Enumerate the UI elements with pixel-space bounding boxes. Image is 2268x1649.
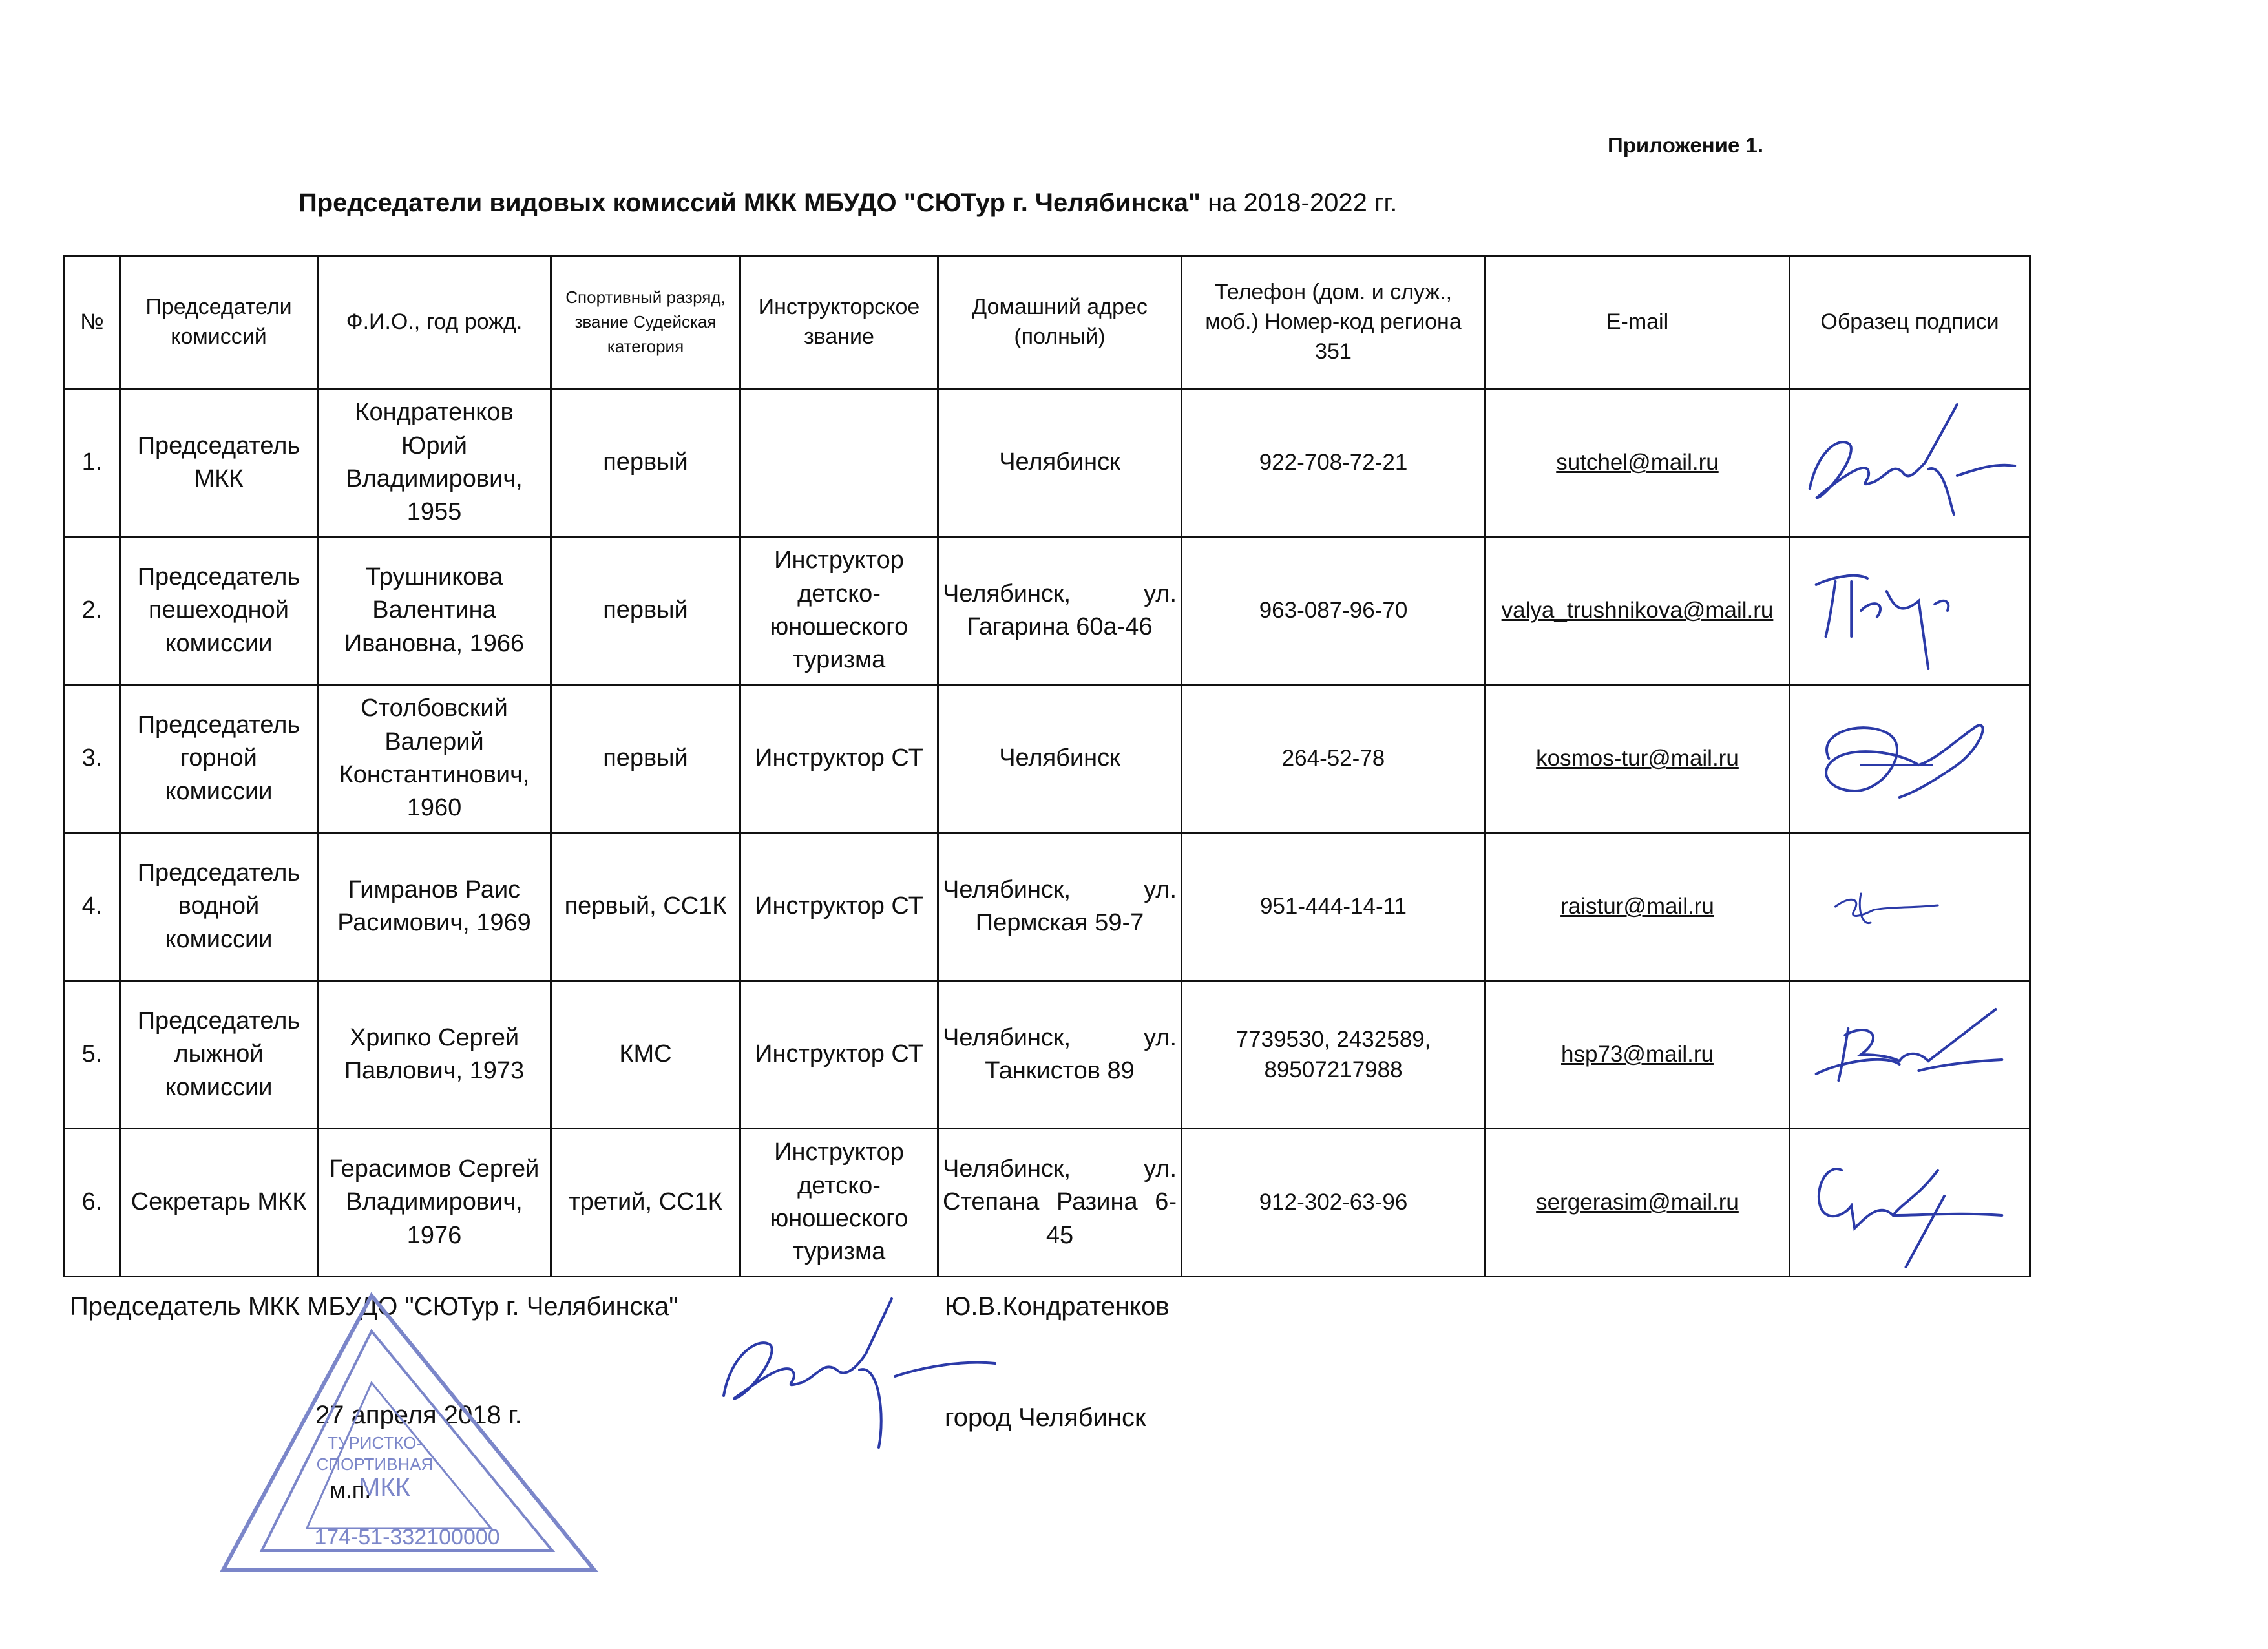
signature-image [1790, 540, 2029, 682]
row-email-link[interactable]: hsp73@mail.ru [1561, 1042, 1714, 1067]
row-num: 3. [65, 685, 120, 833]
document-title [299, 189, 1397, 218]
row-instructor: Инструктор СТ [740, 833, 938, 981]
row-phone: 951-444-14-11 [1182, 833, 1486, 981]
row-phone: 912-302-63-96 [1182, 1129, 1486, 1277]
row-num: 2. [65, 537, 120, 685]
signature-image [1790, 688, 2029, 830]
row-signature [1790, 833, 2030, 981]
row-email-link[interactable]: kosmos-tur@mail.ru [1536, 746, 1739, 772]
mp-label: м.п. [330, 1476, 372, 1503]
row-position: Председатель МКК [120, 389, 318, 537]
row-instructor: Инструктор СТ [740, 981, 938, 1129]
signature-image [1790, 983, 2029, 1126]
row-num: 4. [65, 833, 120, 981]
row-fio: Хрипко Сергей Павлович, 1973 [318, 981, 551, 1129]
chair-name: Ю.В.Кондратенков [945, 1292, 1170, 1321]
row-instructor: Инструктор детско-юношеского туризма [740, 1129, 938, 1277]
row-rank: первый, СС1К [551, 833, 740, 981]
title-bold: Председатели видовых комиссий МКК МБУДО "СЮТур г. Челябинска" [299, 189, 1201, 217]
chair-label: Председатель МКК МБУДО "СЮТур г. Челябинска" [70, 1292, 678, 1321]
commission-table [63, 255, 2031, 1277]
row-address: Челябинск, ул. Танкистов 89 [938, 981, 1182, 1129]
row-position: Председатель водной комиссии [120, 833, 318, 981]
row-signature [1790, 685, 2030, 833]
row-num: 5. [65, 981, 120, 1129]
header-signature: Образец подписи [1790, 257, 2030, 389]
table-row [65, 537, 2030, 685]
stamp-code: 174-51-332100000 [314, 1525, 500, 1549]
row-position: Секретарь МКК [120, 1129, 318, 1277]
row-email-cell [1486, 833, 1790, 981]
stamp-line2: СПОРТИВНАЯ [316, 1455, 434, 1474]
row-address: Челябинск, ул. Степана Разина 6-45 [938, 1129, 1182, 1277]
header-position: Председатели комиссий [120, 257, 318, 389]
row-signature [1790, 389, 2030, 537]
table-row [65, 685, 2030, 833]
row-signature [1790, 1129, 2030, 1277]
row-fio: Кондратенков Юрий Владимирович, 1955 [318, 389, 551, 537]
chair-signature [704, 1286, 1002, 1460]
table-row [65, 833, 2030, 981]
row-address: Челябинск [938, 389, 1182, 537]
row-phone: 7739530, 2432589, 89507217988 [1182, 981, 1486, 1129]
row-email-cell [1486, 981, 1790, 1129]
row-position: Председатель лыжной комиссии [120, 981, 318, 1129]
row-signature [1790, 981, 2030, 1129]
row-num: 6. [65, 1129, 120, 1277]
row-fio: Столбовский Валерий Константинович, 1960 [318, 685, 551, 833]
row-num: 1. [65, 389, 120, 537]
row-address: Челябинск, ул. Пермская 59-7 [938, 833, 1182, 981]
row-email-link[interactable]: sergerasim@mail.ru [1536, 1190, 1739, 1215]
document-date: 27 апреля 2018 г. [315, 1401, 522, 1429]
header-num: № [65, 257, 120, 389]
row-email-cell [1486, 389, 1790, 537]
row-rank: первый [551, 685, 740, 833]
signature-image [1790, 835, 2029, 978]
row-instructor [740, 389, 938, 537]
header-phone: Телефон (дом. и служ., моб.) Номер-код региона 351 [1182, 257, 1486, 389]
row-email-cell [1486, 537, 1790, 685]
header-row [65, 257, 2030, 389]
row-rank: КМС [551, 981, 740, 1129]
row-address: Челябинск, ул. Гагарина 60а-46 [938, 537, 1182, 685]
row-address: Челябинск [938, 685, 1182, 833]
header-address: Домашний адрес (полный) [938, 257, 1182, 389]
row-phone: 264-52-78 [1182, 685, 1486, 833]
stamp-line1: ТУРИСТКО- [328, 1433, 422, 1453]
table-row [65, 389, 2030, 537]
row-fio: Гимранов Раис Расимович, 1969 [318, 833, 551, 981]
row-instructor: Инструктор детско-юношеского туризма [740, 537, 938, 685]
row-email-cell [1486, 685, 1790, 833]
row-position: Председатель горной комиссии [120, 685, 318, 833]
header-fio: Ф.И.О., год рожд. [318, 257, 551, 389]
row-rank: третий, СС1К [551, 1129, 740, 1277]
signature-image [1790, 392, 2029, 534]
row-fio: Трушникова Валентина Ивановна, 1966 [318, 537, 551, 685]
row-email-link[interactable]: raistur@mail.ru [1560, 894, 1714, 919]
title-period: на 2018-2022 гг. [1200, 189, 1398, 217]
appendix-label: Приложение 1. [1608, 133, 1763, 157]
row-instructor: Инструктор СТ [740, 685, 938, 833]
header-instructor: Инструкторское звание [740, 257, 938, 389]
row-fio: Герасимов Сергей Владимирович, 1976 [318, 1129, 551, 1277]
signature-image [1790, 1131, 2029, 1274]
row-email-link[interactable]: sutchel@mail.ru [1556, 450, 1719, 476]
organization-stamp [213, 1286, 601, 1590]
row-rank: первый [551, 537, 740, 685]
header-email: E-mail [1486, 257, 1790, 389]
row-rank: первый [551, 389, 740, 537]
table-row [65, 981, 2030, 1129]
row-phone: 922-708-72-21 [1182, 389, 1486, 537]
row-email-cell [1486, 1129, 1790, 1277]
header-rank: Спортивный разряд, звание Судейская категория [551, 257, 740, 389]
row-signature [1790, 537, 2030, 685]
stamp-line3: МКК [359, 1473, 410, 1502]
row-phone: 963-087-96-70 [1182, 537, 1486, 685]
row-position: Председатель пешеходной комиссии [120, 537, 318, 685]
table-row [65, 1129, 2030, 1277]
document-city: город Челябинск [945, 1403, 1146, 1432]
row-email-link[interactable]: valya_trushnikova@mail.ru [1501, 598, 1774, 624]
